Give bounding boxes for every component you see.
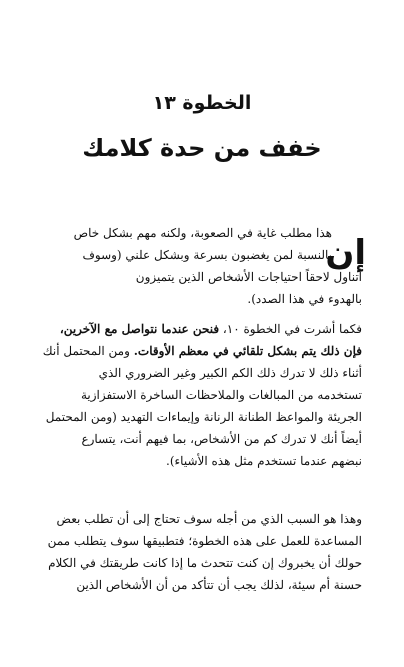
text-bold: فنحن عندما نتواصل مع الآخرين، <box>59 322 220 336</box>
text-normal: ومن المحتمل أنك <box>42 344 134 358</box>
chapter-title: خفف من حدة كلامك <box>82 134 322 162</box>
step-heading: الخطوة ١٣ <box>152 92 252 114</box>
paragraph-line: نبضهم عندما تستخدم مثل هذه الأشياء). <box>166 454 362 468</box>
paragraph-2 <box>38 318 362 472</box>
drop-cap: إن <box>325 233 366 273</box>
paragraph-line: حولك أن يخبروك إن كنت تتحدث ما إذا كانت طريقتك في الكلام <box>48 556 362 570</box>
paragraph-line: تستخدمه من المبالغات والملاحظات الساخرة الاستفزازية <box>80 388 362 402</box>
paragraph-line: بالهدوء في هذا الصدد). <box>247 292 362 306</box>
paragraph-line: هذا مطلب غاية في الصعوبة، ولكنه مهم بشكل خاص <box>73 226 332 240</box>
paragraph-line <box>38 318 362 340</box>
paragraph-line: المساعدة للعمل على هذه الخطوة؛ فتطبيقها سوف يتطلب ممن <box>47 534 362 548</box>
paragraph-line: بالنسبة لمن يغضبون بسرعة وبشكل علني (وسوف <box>82 248 332 262</box>
paragraph-3 <box>38 508 362 596</box>
paragraph-line <box>38 340 362 362</box>
paragraph-line: أثناء ذلك لا تدرك ذلك الكم الكبير وغير الضروري الذي <box>98 366 362 380</box>
text-normal: فكما أشرت في الخطوة ١٠، <box>219 322 362 336</box>
paragraph-line: أتناول لاحقاً احتياجات الأشخاص الذين يتميزون <box>135 270 362 284</box>
paragraph-line: حسنة أم سيئة، لذلك يجب أن تتأكد من أن الأشخاص الذين <box>76 578 362 592</box>
paragraph-line: الجريئة والمواعظ الطنانة الرنانة وإيماءات التهديد (ومن المحتمل <box>45 410 362 424</box>
text-bold: فإن ذلك يتم بشكل تلقائي في معظم الأوقات. <box>133 344 362 358</box>
paragraph-1 <box>38 222 366 310</box>
paragraph-line: وهذا هو السبب الذي من أجله سوف تحتاج إلى أن تطلب بعض <box>56 512 362 526</box>
paragraph-line: أيضاً أنك لا تدرك كم من الأشخاص، بما فيهم أنت، يتسارع <box>81 432 362 446</box>
